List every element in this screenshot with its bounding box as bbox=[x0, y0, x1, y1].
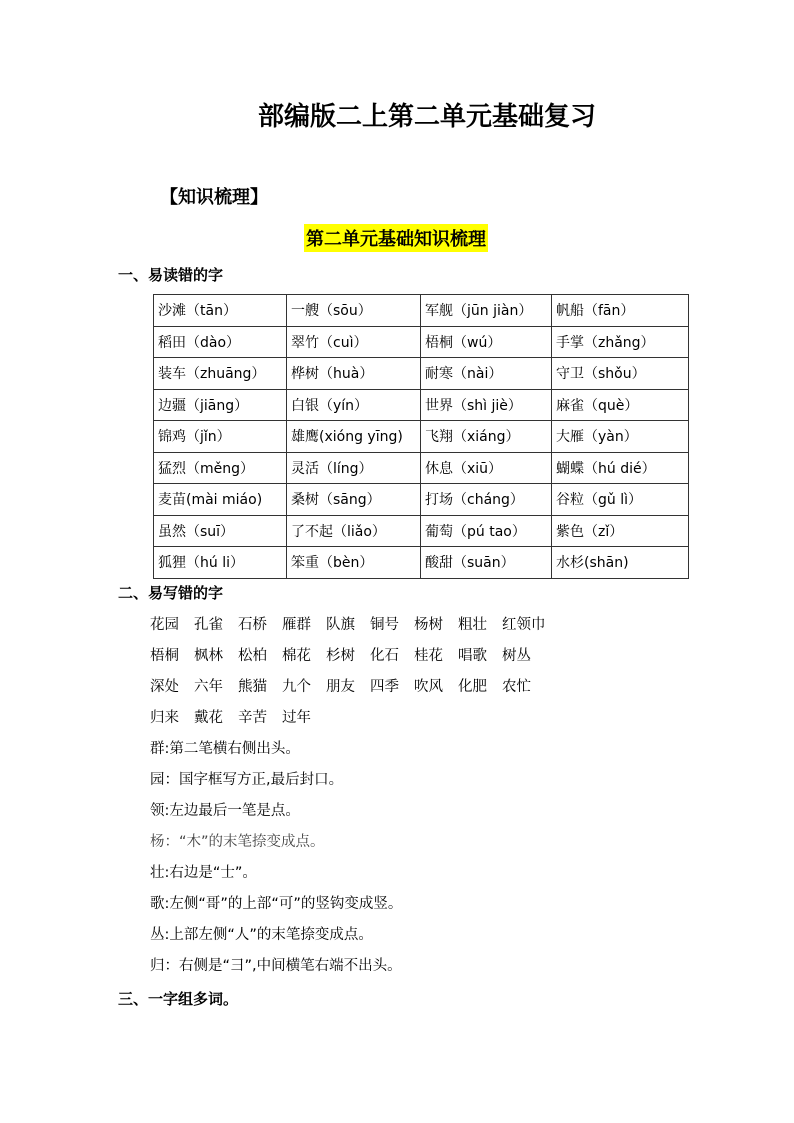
table-cell: 一艘（sōu） bbox=[287, 295, 421, 327]
table-cell: 打场（cháng） bbox=[421, 484, 552, 516]
table-cell: 猛烈（měng） bbox=[154, 452, 287, 484]
word: 铜号 bbox=[370, 617, 399, 633]
table-cell: 雄鹰(xióng yīng) bbox=[287, 421, 421, 453]
table-cell: 水杉(shān) bbox=[552, 547, 689, 579]
table-cell: 白银（yín） bbox=[287, 389, 421, 421]
table-row bbox=[154, 389, 689, 421]
table-row bbox=[154, 484, 689, 516]
word: 归来 bbox=[150, 710, 179, 726]
note-line: 杨：“木”的末笔捺变成点。 bbox=[150, 834, 325, 850]
note-line: 领:左边最后一笔是点。 bbox=[150, 803, 300, 819]
word: 孔雀 bbox=[194, 617, 223, 633]
word: 棉花 bbox=[282, 648, 311, 664]
table-cell: 稻田（dào） bbox=[154, 326, 287, 358]
word: 吹风 bbox=[414, 679, 443, 695]
word: 化石 bbox=[370, 648, 399, 664]
table-row bbox=[154, 547, 689, 579]
pinyin-table bbox=[153, 294, 689, 579]
table-row bbox=[154, 358, 689, 390]
table-row bbox=[154, 452, 689, 484]
table-cell: 虽然（suī） bbox=[154, 515, 287, 547]
table-row bbox=[154, 295, 689, 327]
table-cell: 麦苗(mài miáo) bbox=[154, 484, 287, 516]
table-cell: 世界（shì jiè） bbox=[421, 389, 552, 421]
table-cell: 葡萄（pú tao） bbox=[421, 515, 552, 547]
table-cell: 酸甜（suān） bbox=[421, 547, 552, 579]
word: 杨树 bbox=[414, 617, 443, 633]
word: 杉树 bbox=[326, 648, 355, 664]
word-row bbox=[150, 675, 546, 696]
word: 梧桐 bbox=[150, 648, 179, 664]
word: 花园 bbox=[150, 617, 179, 633]
table-row bbox=[154, 326, 689, 358]
table-cell: 装车（zhuāng） bbox=[154, 358, 287, 390]
word: 深处 bbox=[150, 679, 179, 695]
table-cell: 灵活（líng） bbox=[287, 452, 421, 484]
word: 朋友 bbox=[326, 679, 355, 695]
table-cell: 了不起（liǎo） bbox=[287, 515, 421, 547]
table-row bbox=[154, 421, 689, 453]
table-cell: 边疆（jiāng） bbox=[154, 389, 287, 421]
table-cell: 桑树（sāng） bbox=[287, 484, 421, 516]
word-row bbox=[150, 644, 546, 665]
word: 桂花 bbox=[414, 648, 443, 664]
table-cell: 狐狸（hú li） bbox=[154, 547, 287, 579]
note-line: 园：国字框写方正,最后封口。 bbox=[150, 772, 344, 788]
section-heading: 三、一字组多词。 bbox=[118, 990, 239, 1008]
word-row bbox=[150, 613, 561, 634]
note-line: 丛:上部左侧“人”的末笔捺变成点。 bbox=[150, 927, 373, 943]
table-cell: 休息（xiū） bbox=[421, 452, 552, 484]
table-cell: 谷粒（gǔ lì） bbox=[552, 484, 689, 516]
table-cell: 麻雀（què） bbox=[552, 389, 689, 421]
section-heading: 一、易读错的字 bbox=[118, 266, 224, 284]
word: 粗壮 bbox=[458, 617, 487, 633]
note-line: 壮:右边是“士”。 bbox=[150, 865, 257, 881]
table-cell: 帆船（fān） bbox=[552, 295, 689, 327]
word: 石桥 bbox=[238, 617, 267, 633]
word: 枫林 bbox=[194, 648, 223, 664]
word: 辛苦 bbox=[238, 710, 267, 726]
word: 戴花 bbox=[194, 710, 223, 726]
word: 松柏 bbox=[238, 648, 267, 664]
table-cell: 梧桐（wú） bbox=[421, 326, 552, 358]
table-cell: 守卫（shǒu） bbox=[552, 358, 689, 390]
word: 熊猫 bbox=[238, 679, 267, 695]
word: 六年 bbox=[194, 679, 223, 695]
word: 化肥 bbox=[458, 679, 487, 695]
note-line: 归：右侧是“彐”,中间横笔右端不出头。 bbox=[150, 958, 402, 974]
table-cell: 大雁（yàn） bbox=[552, 421, 689, 453]
word: 红领巾 bbox=[502, 617, 546, 633]
word: 队旗 bbox=[326, 617, 355, 633]
word: 农忙 bbox=[502, 679, 531, 695]
table-cell: 桦树（huà） bbox=[287, 358, 421, 390]
table-cell: 笨重（bèn） bbox=[287, 547, 421, 579]
note-line: 歌:左侧“哥”的上部“可”的竖钩变成竖。 bbox=[150, 896, 403, 912]
table-cell: 军舰（jūn jiàn） bbox=[421, 295, 552, 327]
note-line: 群:第二笔横右侧出头。 bbox=[150, 741, 300, 757]
table-cell: 飞翔（xiáng） bbox=[421, 421, 552, 453]
word: 树丛 bbox=[502, 648, 531, 664]
table-cell: 沙滩（tān） bbox=[154, 295, 287, 327]
highlight-heading: 第二单元基础知识梳理 bbox=[304, 224, 488, 252]
section-heading: 二、易写错的字 bbox=[118, 584, 224, 602]
word: 过年 bbox=[282, 710, 311, 726]
table-row bbox=[154, 515, 689, 547]
word-row bbox=[150, 706, 326, 727]
table-cell: 蝴蝶（hú dié） bbox=[552, 452, 689, 484]
page-title: 部编版二上第二单元基础复习 bbox=[257, 102, 596, 132]
table-cell: 翠竹（cuì） bbox=[287, 326, 421, 358]
word: 九个 bbox=[282, 679, 311, 695]
knowledge-label: 【知识梳理】 bbox=[160, 187, 268, 208]
word: 四季 bbox=[370, 679, 399, 695]
word: 雁群 bbox=[282, 617, 311, 633]
word: 唱歌 bbox=[458, 648, 487, 664]
table-cell: 耐寒（nài） bbox=[421, 358, 552, 390]
table-cell: 手掌（zhǎng） bbox=[552, 326, 689, 358]
table-cell: 锦鸡（jǐn） bbox=[154, 421, 287, 453]
table-cell: 紫色（zǐ） bbox=[552, 515, 689, 547]
